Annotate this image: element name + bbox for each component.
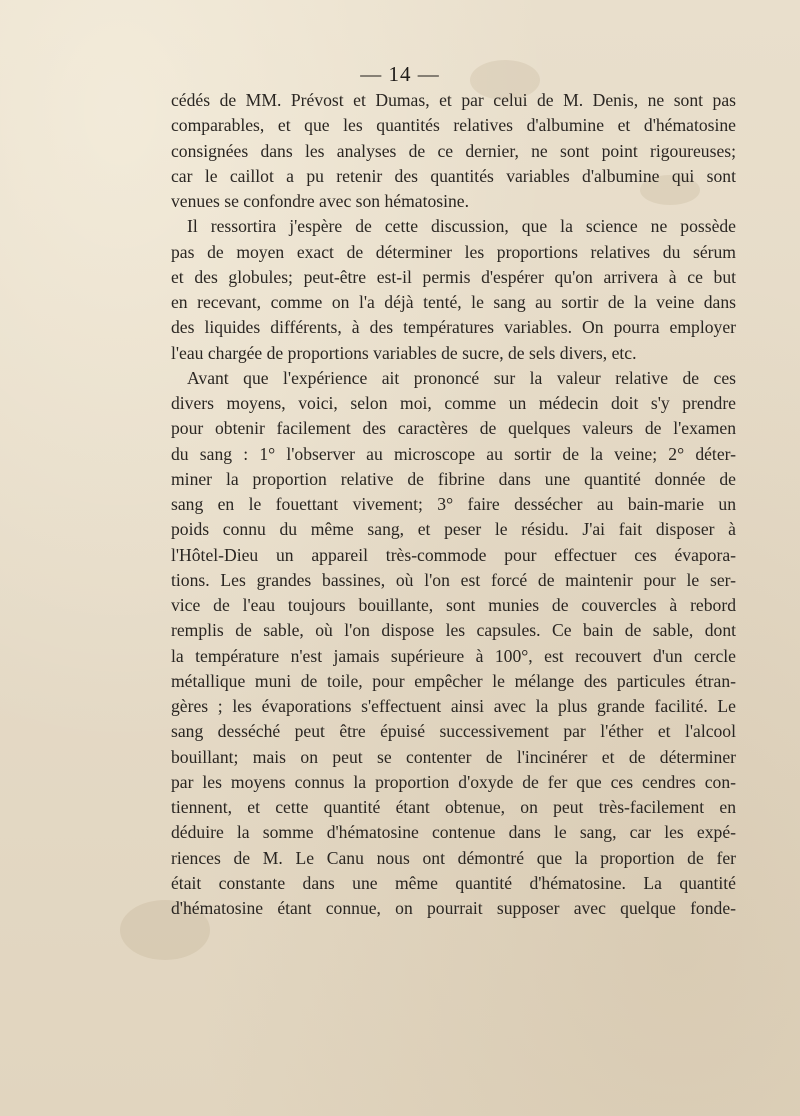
text-line: tions. Les grandes bassines, où l'on est forcé de maintenir pour le ser- (171, 569, 736, 590)
text-line: pas de moyen exact de déterminer les proportions relatives du sérum (171, 241, 736, 262)
text-line: car le caillot a pu retenir des quantités variables d'albumine qui sont (171, 165, 736, 186)
text-line: pour obtenir facilement des caractères de quelques valeurs de l'examen (171, 418, 736, 439)
text-line: vice de l'eau toujours bouillante, sont munies de couvercles à rebord (171, 595, 736, 615)
text-line: Avant que l'expérience ait prononcé sur la valeur relative de ces (187, 367, 736, 388)
text-line: venues se confondre avec son hématosine. (171, 191, 470, 211)
text-line: d'hématosine étant connue, on pourrait supposer avec quelque fonde- (171, 898, 736, 918)
text-line: du sang : 1° l'observer au microscope au sortir de la veine; 2° déter- (171, 443, 736, 464)
text-line: divers moyens, voici, selon moi, comme un médecin doit s'y prendre (171, 393, 736, 413)
page-number: — 14 — (360, 62, 440, 86)
text-line: remplis de sable, où l'on dispose les capsules. Ce bain de sable, dont (171, 620, 736, 641)
text-line: l'eau chargée de proportions variables de sucre, de sels divers, etc. (171, 342, 637, 363)
text-line: consignées dans les analyses de ce dernier, ne sont point rigoureuses; (171, 140, 736, 161)
text-line: Il ressortira j'espère de cette discussion, que la science ne possède (187, 216, 736, 237)
text-line: cédés de MM. Prévost et Dumas, et par celui de M. Denis, ne sont pas (171, 90, 736, 110)
text-line: bouillant; mais on peut se contenter de l'incinérer et de déterminer (171, 746, 736, 767)
text-line: métallique muni de toile, pour empêcher le mélange des particules étran- (171, 670, 736, 691)
text-line: était constante dans une même quantité d'hématosine. La quantité (171, 872, 736, 893)
text-line: l'Hôtel-Dieu un appareil très-commode pour effectuer ces évapora- (171, 544, 736, 565)
text-line: sang desséché peut être épuisé successivement par l'éther et l'alcool (171, 721, 736, 742)
text-line: gères ; les évaporations s'effectuent ainsi avec la plus grande facilité. Le (171, 696, 736, 716)
text-line: et des globules; peut-être est-il permis d'espérer qu'on arrivera à ce but (171, 266, 736, 287)
text-line: sang en le fouettant vivement; 3° faire dessécher au bain-marie un (171, 494, 736, 514)
text-line: la température n'est jamais supérieure à 100°, est recouvert d'un cercle (171, 645, 736, 666)
text-line: comparables, et que les quantités relatives d'albumine et d'hématosine (171, 115, 736, 136)
text-line: en recevant, comme on l'a déjà tenté, le sang au sortir de la veine dans (171, 292, 736, 312)
text-line: déduire la somme d'hématosine contenue dans le sang, car les expé- (171, 822, 736, 843)
text-line: par les moyens connus la proportion d'oxyde de fer que ces cendres con- (171, 771, 736, 792)
text-line: riences de M. Le Canu nous ont démontré que la proportion de fer (171, 847, 736, 868)
body-text (171, 88, 736, 921)
text-line: tiennent, et cette quantité étant obtenue, on peut très-facilement en (171, 797, 736, 817)
text-line: poids connu du même sang, et peser le résidu. J'ai fait disposer à (171, 519, 736, 540)
text-line: des liquides différents, à des températures variables. On pourra employer (171, 317, 736, 338)
text-line: miner la proportion relative de fibrine dans une quantité donnée de (171, 468, 736, 489)
